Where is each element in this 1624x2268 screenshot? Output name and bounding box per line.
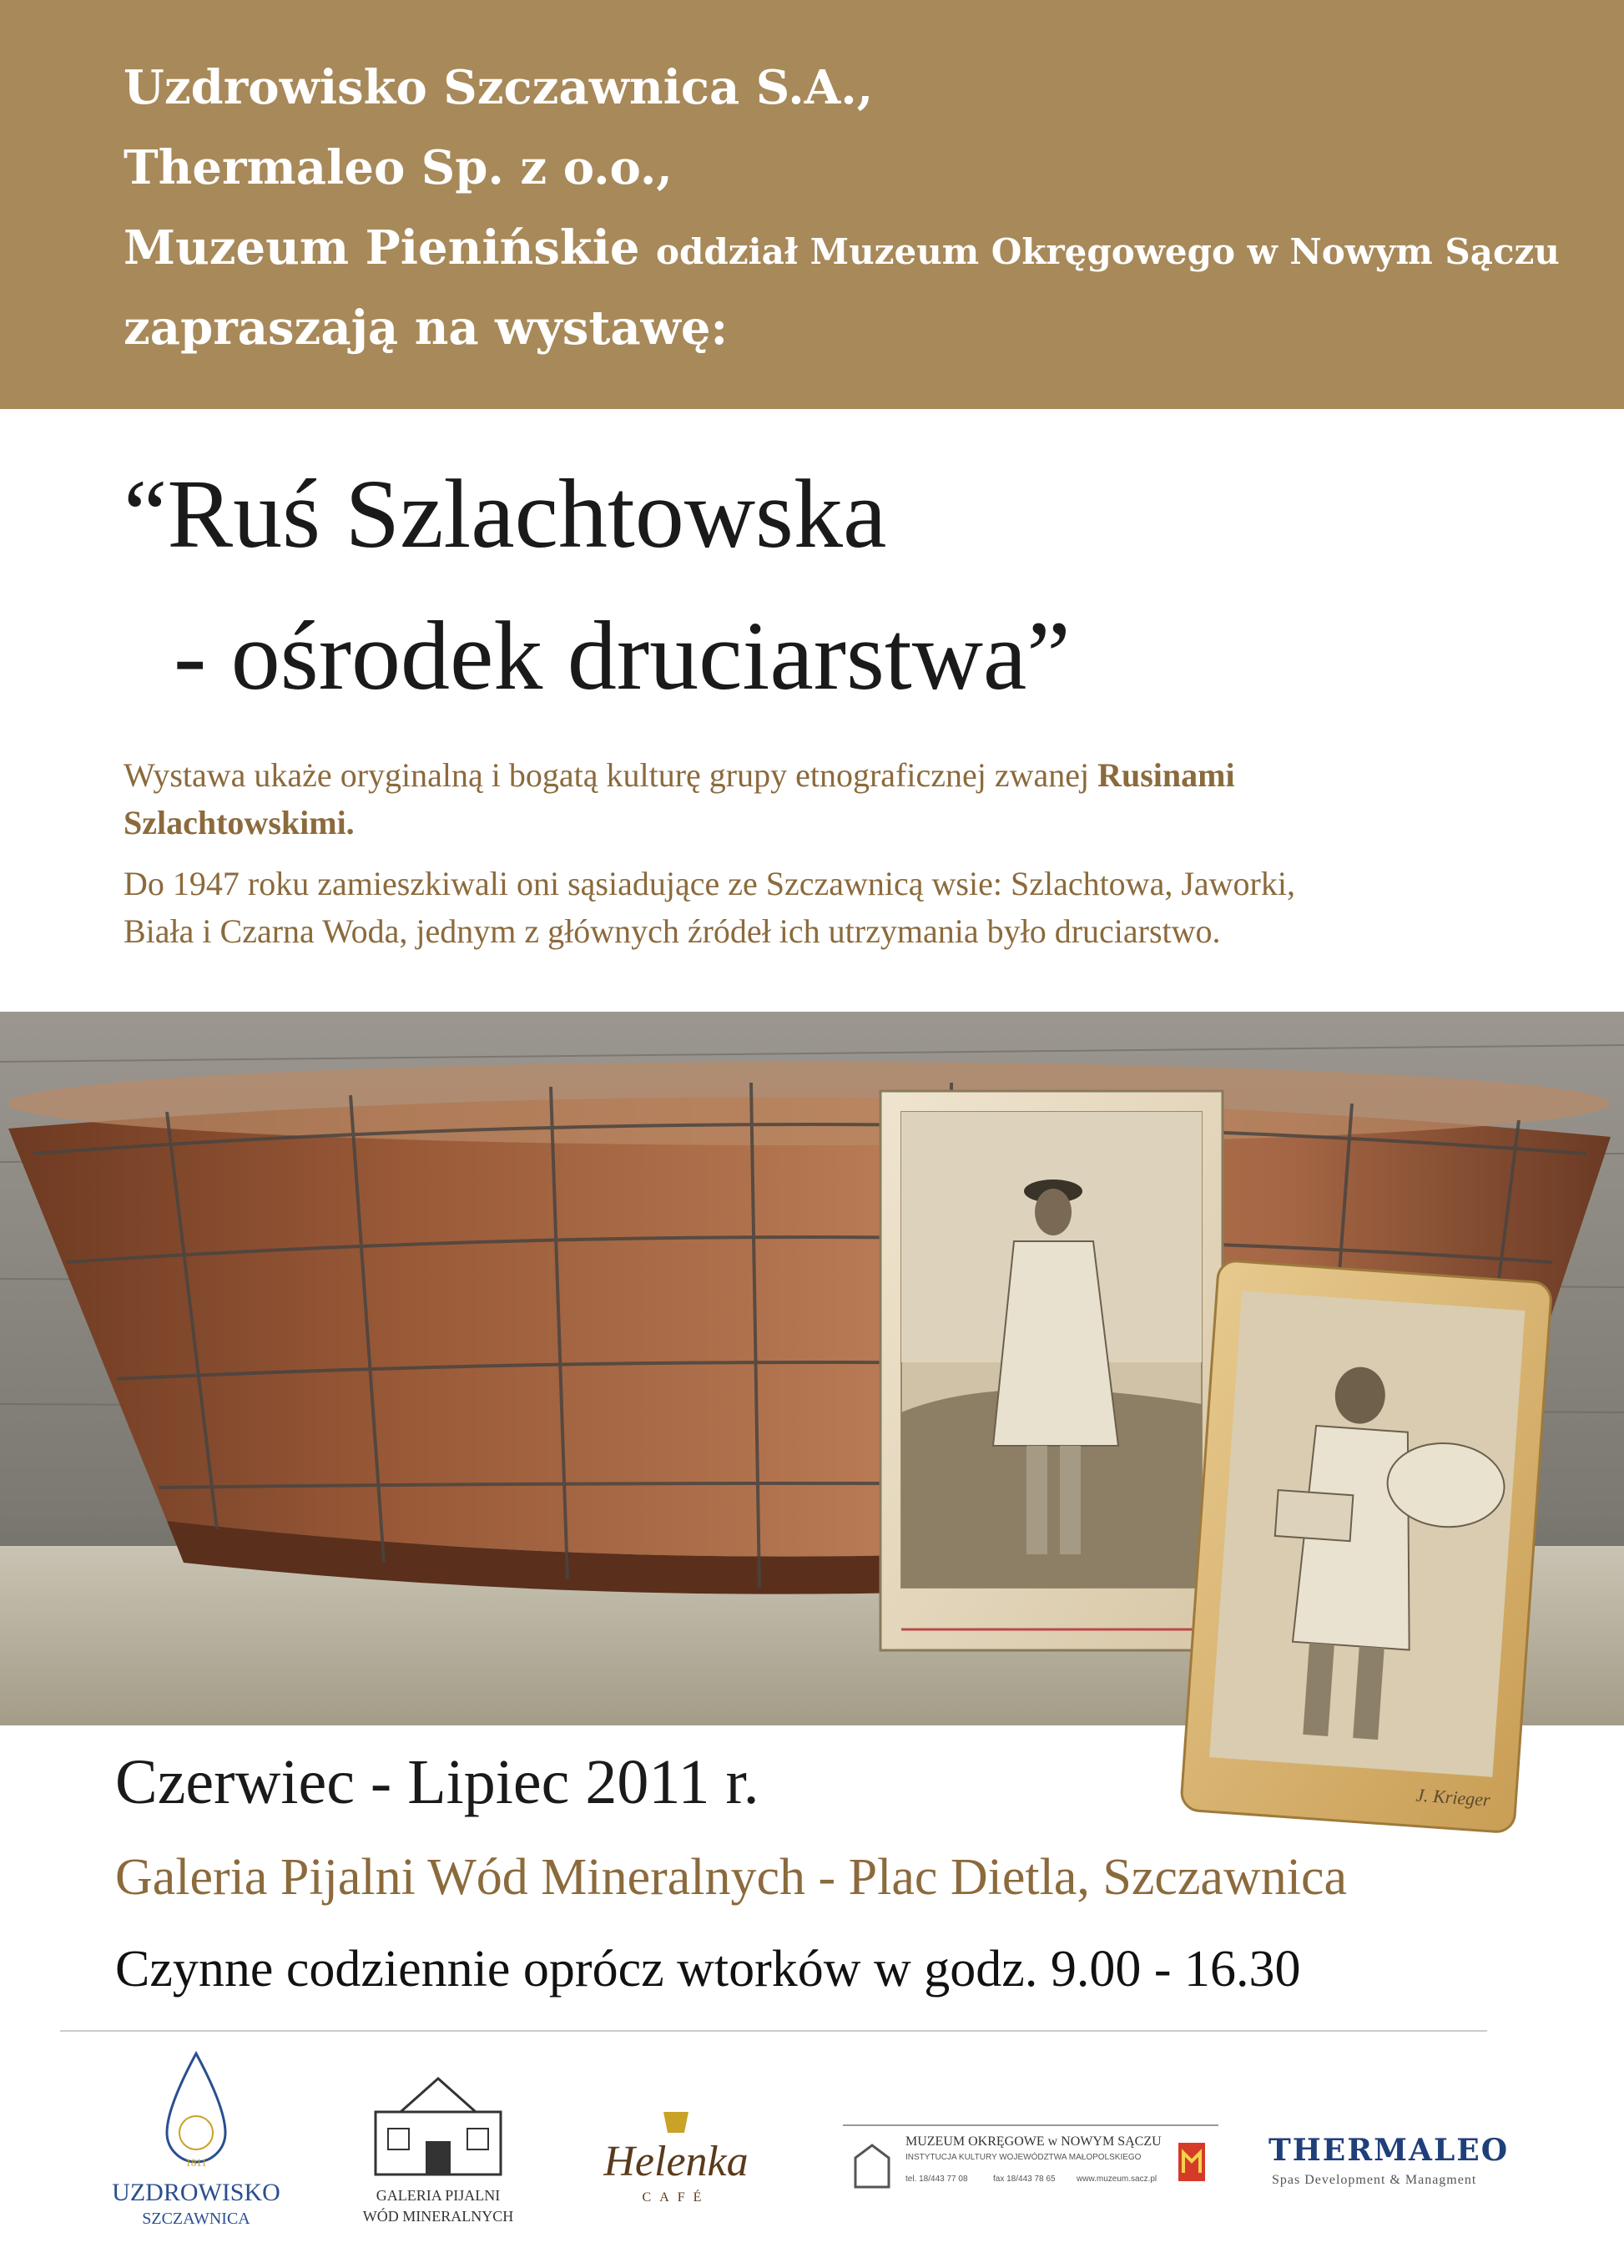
founding-year: 1811 [185, 2156, 207, 2169]
thermaleo-name: THERMALEO [1268, 2133, 1510, 2168]
pump-room-building-icon [351, 2070, 526, 2179]
muzeum-fax: fax 18/443 78 65 [993, 2175, 1056, 2184]
historic-photo-card-1 [880, 1091, 1223, 1650]
logo-galeria [351, 2070, 526, 2237]
photographer-signature: J. Krieger [1415, 1784, 1491, 1811]
region-crest-icon [1177, 2141, 1207, 2183]
description-bold-2: Szlachtowskimi. [124, 804, 355, 841]
organizer-3 [124, 220, 1560, 275]
logo-muzeum [843, 2124, 1218, 2201]
uzdrowisko-name: UZDROWISKO [112, 2179, 280, 2206]
helenka-sub: CAFÉ [642, 2190, 710, 2205]
description-text: Wystawa ukaże oryginalną i bogatą kulturę grupy etnograficznej zwanej [124, 756, 1098, 794]
exhibition-dates: Czerwiec - Lipiec 2011 r. [115, 1747, 759, 1817]
description-line-2: Biała i Czarna Woda, jednym z głównych źródeł ich utrzymania było druciarstwo. [124, 912, 1221, 950]
opening-hours: Czynne codziennie oprócz wtorków w godz. 9.00 - 16.30 [115, 1941, 1301, 1998]
muzeum-phone: tel. 18/443 77 08 [905, 2175, 968, 2184]
description-bold-1: Rusinami [1097, 756, 1235, 794]
exhibition-title-line2: - ośrodek druciarstwa” [174, 601, 1071, 710]
muzeum-website: www.muzeum.sacz.pl [1077, 2175, 1157, 2184]
organizer-2: Thermaleo Sp. z o.o., [124, 140, 673, 195]
uzdrowisko-town: SZCZAWNICA [142, 2210, 250, 2228]
description-line-1: Do 1947 roku zamieszkiwali oni sąsiadujące ze Szczawnicą wsie: Szlachtowa, Jaworki, [124, 865, 1295, 902]
thermaleo-subtitle: Spas Development & Managment [1272, 2173, 1477, 2187]
muzeum-name: MUZEUM OKRĘGOWE w NOWYM SĄCZU [905, 2134, 1162, 2149]
logo-helenka [576, 2104, 776, 2212]
invitation-line: zapraszają na wystawę: [124, 301, 729, 356]
logo-uzdrowisko [100, 2049, 292, 2241]
drop-icon [100, 2049, 292, 2175]
description-paragraph-2 [124, 860, 1542, 955]
galeria-line-1: GALERIA PIJALNI [376, 2187, 501, 2204]
muzeum-subtitle: INSTYTUCJA KULTURY WOJEWÓDZTWA MAŁOPOLSKIEGO [905, 2153, 1142, 2162]
museum-building-icon [851, 2141, 893, 2191]
description-paragraph-1 [124, 751, 1542, 846]
organizer-3-sub: oddział Muzeum Okręgowego w Nowym Sączu [656, 231, 1560, 272]
organizer-3-main: Muzeum Pienińskie [124, 220, 640, 275]
historic-photo-card-2 [1181, 1260, 1552, 1832]
organizer-1: Uzdrowisko Szczawnica S.A., [124, 60, 874, 115]
footer-divider [60, 2030, 1487, 2032]
helenka-name: Helenka [603, 2138, 749, 2185]
logo-thermaleo [1268, 2133, 1536, 2200]
cup-icon [576, 2104, 776, 2137]
exhibition-venue: Galeria Pijalni Wód Mineralnych - Plac Dietla, Szczawnica [115, 1849, 1347, 1906]
galeria-line-2: WÓD MINERALNYCH [362, 2208, 514, 2225]
exhibition-title-line1: “Ruś Szlachtowska [124, 459, 887, 568]
